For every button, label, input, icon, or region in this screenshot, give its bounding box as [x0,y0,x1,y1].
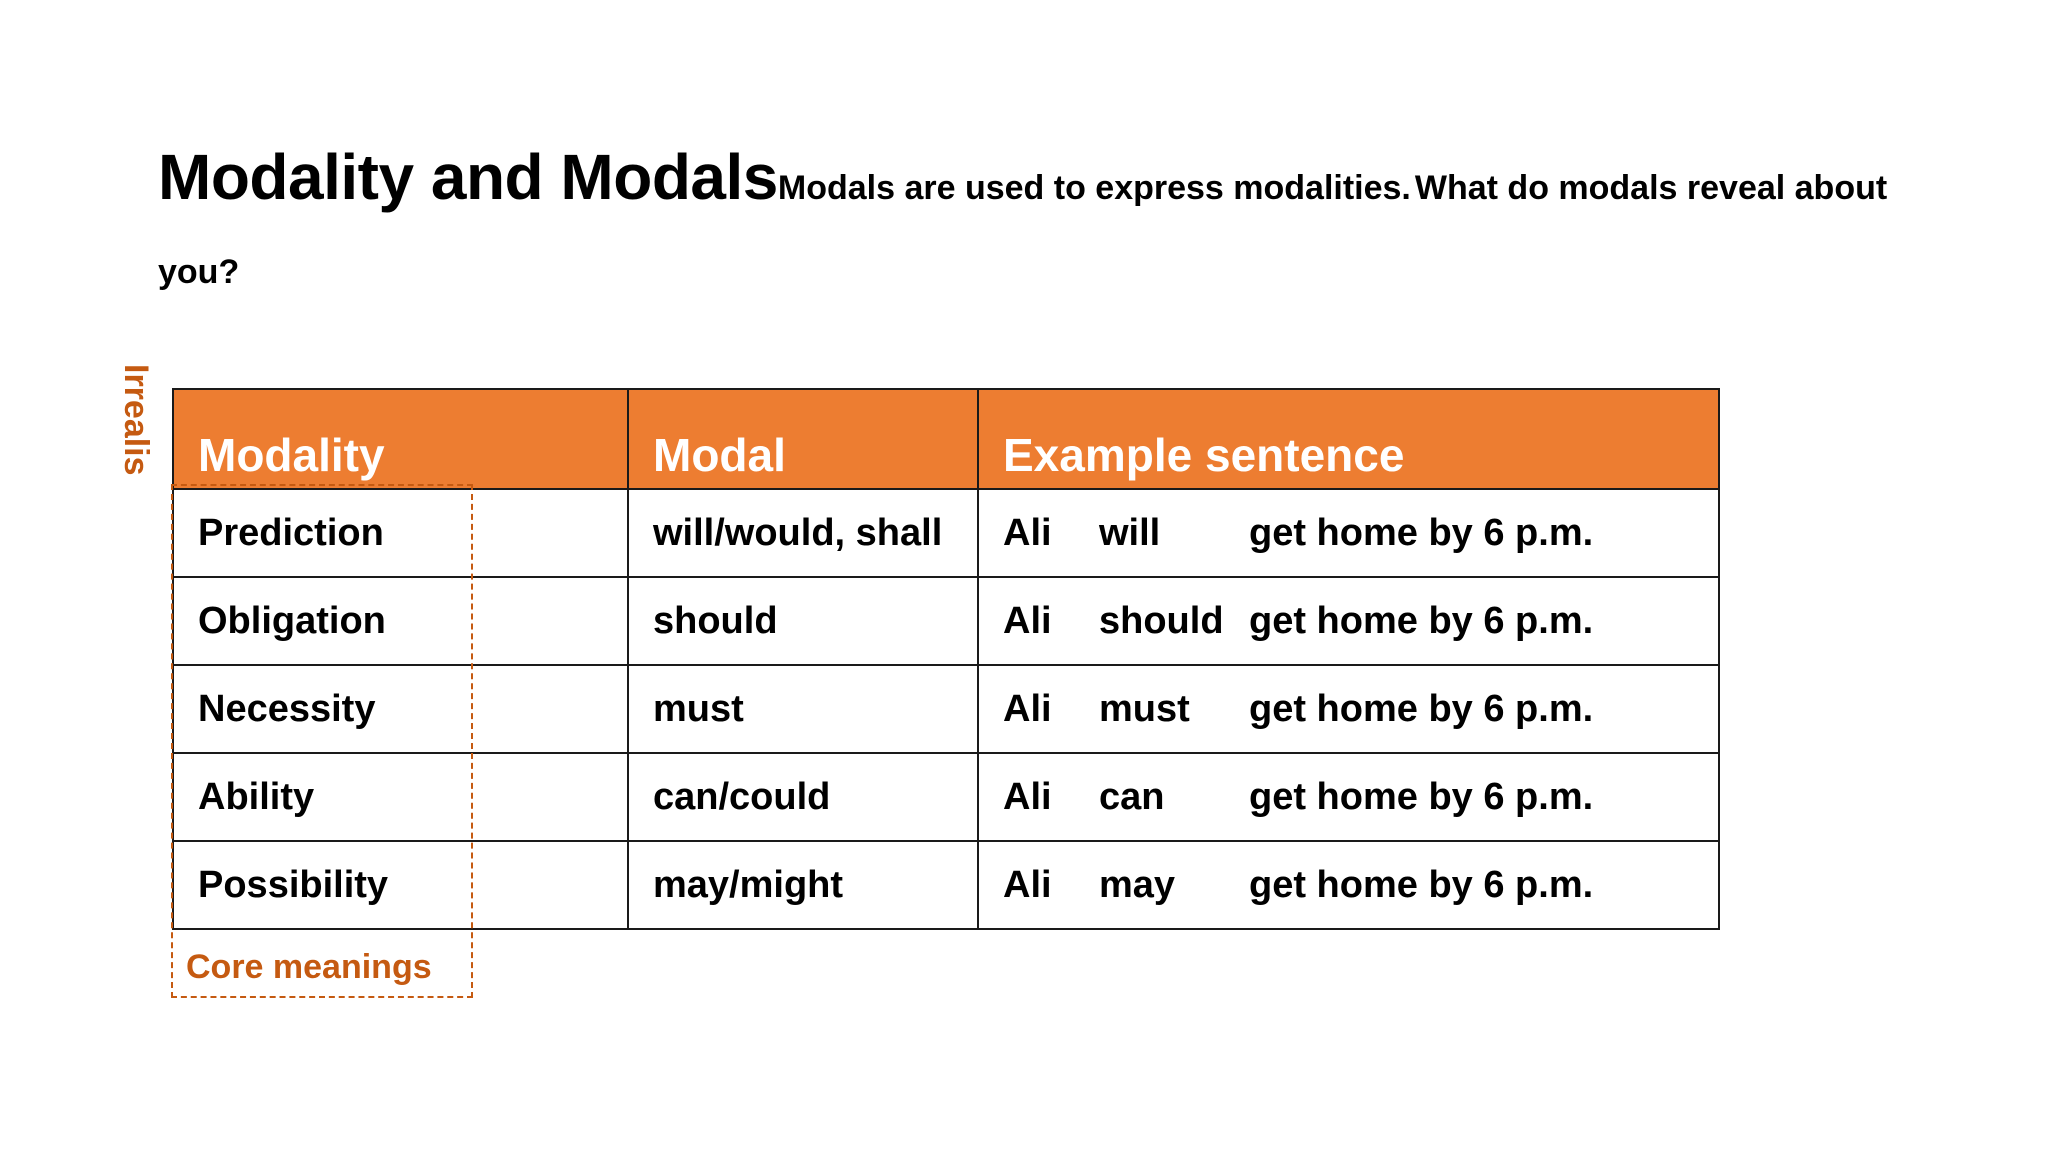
table-row [173,665,1719,753]
example-subject: Ali [1003,775,1052,818]
example-rest: get home by 6 p.m. [1249,687,1594,730]
cell-example [978,489,1719,577]
header-modality: Modality [173,389,628,489]
cell-example [978,665,1719,753]
cell-modality: Obligation [173,577,628,665]
example-modal: may [1099,863,1176,906]
example-rest: get home by 6 p.m. [1249,863,1594,906]
question-text: What do modals reveal about [1414,169,1888,207]
example-rest: get home by 6 p.m. [1249,775,1594,818]
cell-modal: can/could [628,753,978,841]
cell-example [978,577,1719,665]
header-example-sentence: Example sentence [978,389,1719,489]
page-title: Modality and Modals [158,141,778,213]
example-rest: get home by 6 p.m. [1249,511,1594,554]
cell-modal: may/might [628,841,978,929]
cell-example [978,753,1719,841]
cell-modal: should [628,577,978,665]
cell-modal: will/would, shall [628,489,978,577]
example-subject: Ali [1003,599,1052,642]
example-modal: should [1099,599,1224,642]
cell-modal: must [628,665,978,753]
heading-line [158,140,1887,214]
subtitle: Modals are used to express modalities. [777,169,1411,207]
cell-modality: Prediction [173,489,628,577]
question-text-continued: you? [158,253,240,291]
modality-table [172,388,1720,930]
table-row [173,753,1719,841]
table-row [173,841,1719,929]
cell-modality: Ability [173,753,628,841]
table-row [173,577,1719,665]
table-header-row [173,389,1719,489]
irrealis-label: Irrealis [117,364,155,476]
example-modal: can [1099,775,1165,818]
core-meanings-label: Core meanings [186,948,432,986]
cell-modality: Necessity [173,665,628,753]
example-subject: Ali [1003,863,1052,906]
cell-modality: Possibility [173,841,628,929]
header-modal: Modal [628,389,978,489]
table-row [173,489,1719,577]
example-modal: will [1099,511,1161,554]
example-modal: must [1099,687,1190,730]
example-subject: Ali [1003,687,1052,730]
example-rest: get home by 6 p.m. [1249,599,1594,642]
cell-example [978,841,1719,929]
example-subject: Ali [1003,511,1052,554]
